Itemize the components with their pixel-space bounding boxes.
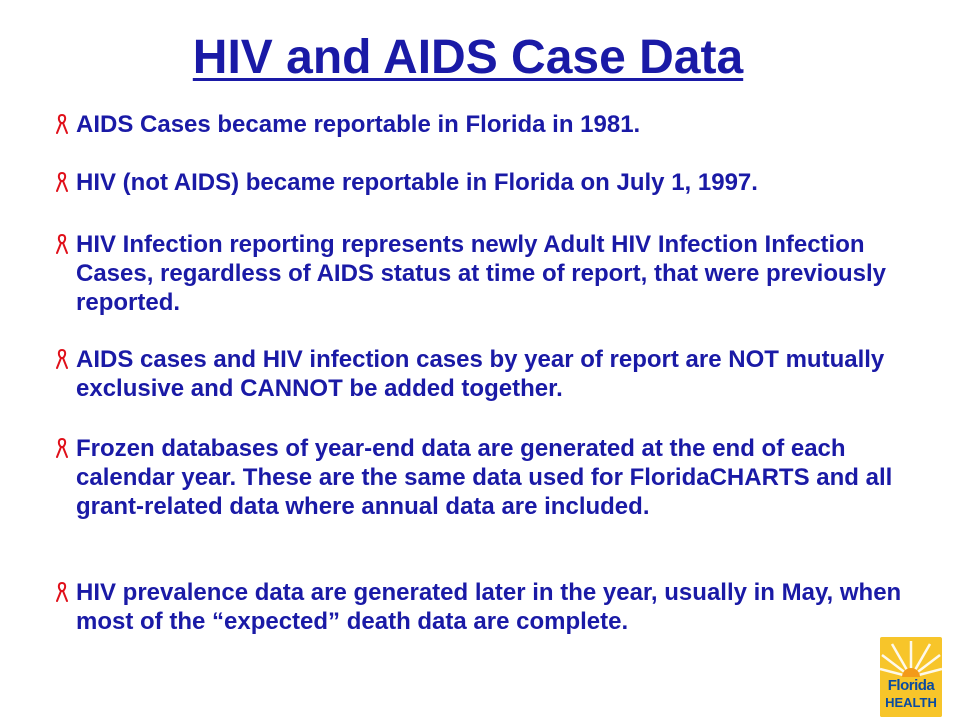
bullet-item: HIV Infection reporting represents newly Adult HIV Infection Infection Cases, regardless of AIDS status at time of report, that were previously reported. [76, 231, 887, 316]
logo-text: Florida [887, 677, 935, 694]
florida-health-logo [880, 637, 942, 717]
red-ribbon-icon [56, 348, 68, 370]
bullet-item: Frozen databases of year-end data are generated at the end of each calendar year. These are the same data used for FloridaCHARTS and all grant-related data where annual data are included. [76, 435, 893, 520]
bullet-item: AIDS cases and HIV infection cases by year of report are NOT mutually exclusive and CANNOT be added together. [76, 346, 885, 402]
red-ribbon-icon [56, 437, 68, 459]
logo-text: HEALTH [885, 695, 937, 710]
red-ribbon-icon [56, 113, 68, 135]
page-title: HIV and AIDS Case Data [192, 31, 744, 84]
bullet-item: AIDS Cases became reportable in Florida in 1981. [76, 111, 641, 138]
red-ribbon-icon [56, 171, 68, 193]
bullet-item: HIV prevalence data are generated later in the year, usually in May, when most of the “expected” death data are complete. [76, 579, 902, 635]
bullet-item: HIV (not AIDS) became reportable in Florida on July 1, 1997. [76, 169, 758, 196]
red-ribbon-icon [56, 233, 68, 255]
red-ribbon-icon [56, 581, 68, 603]
